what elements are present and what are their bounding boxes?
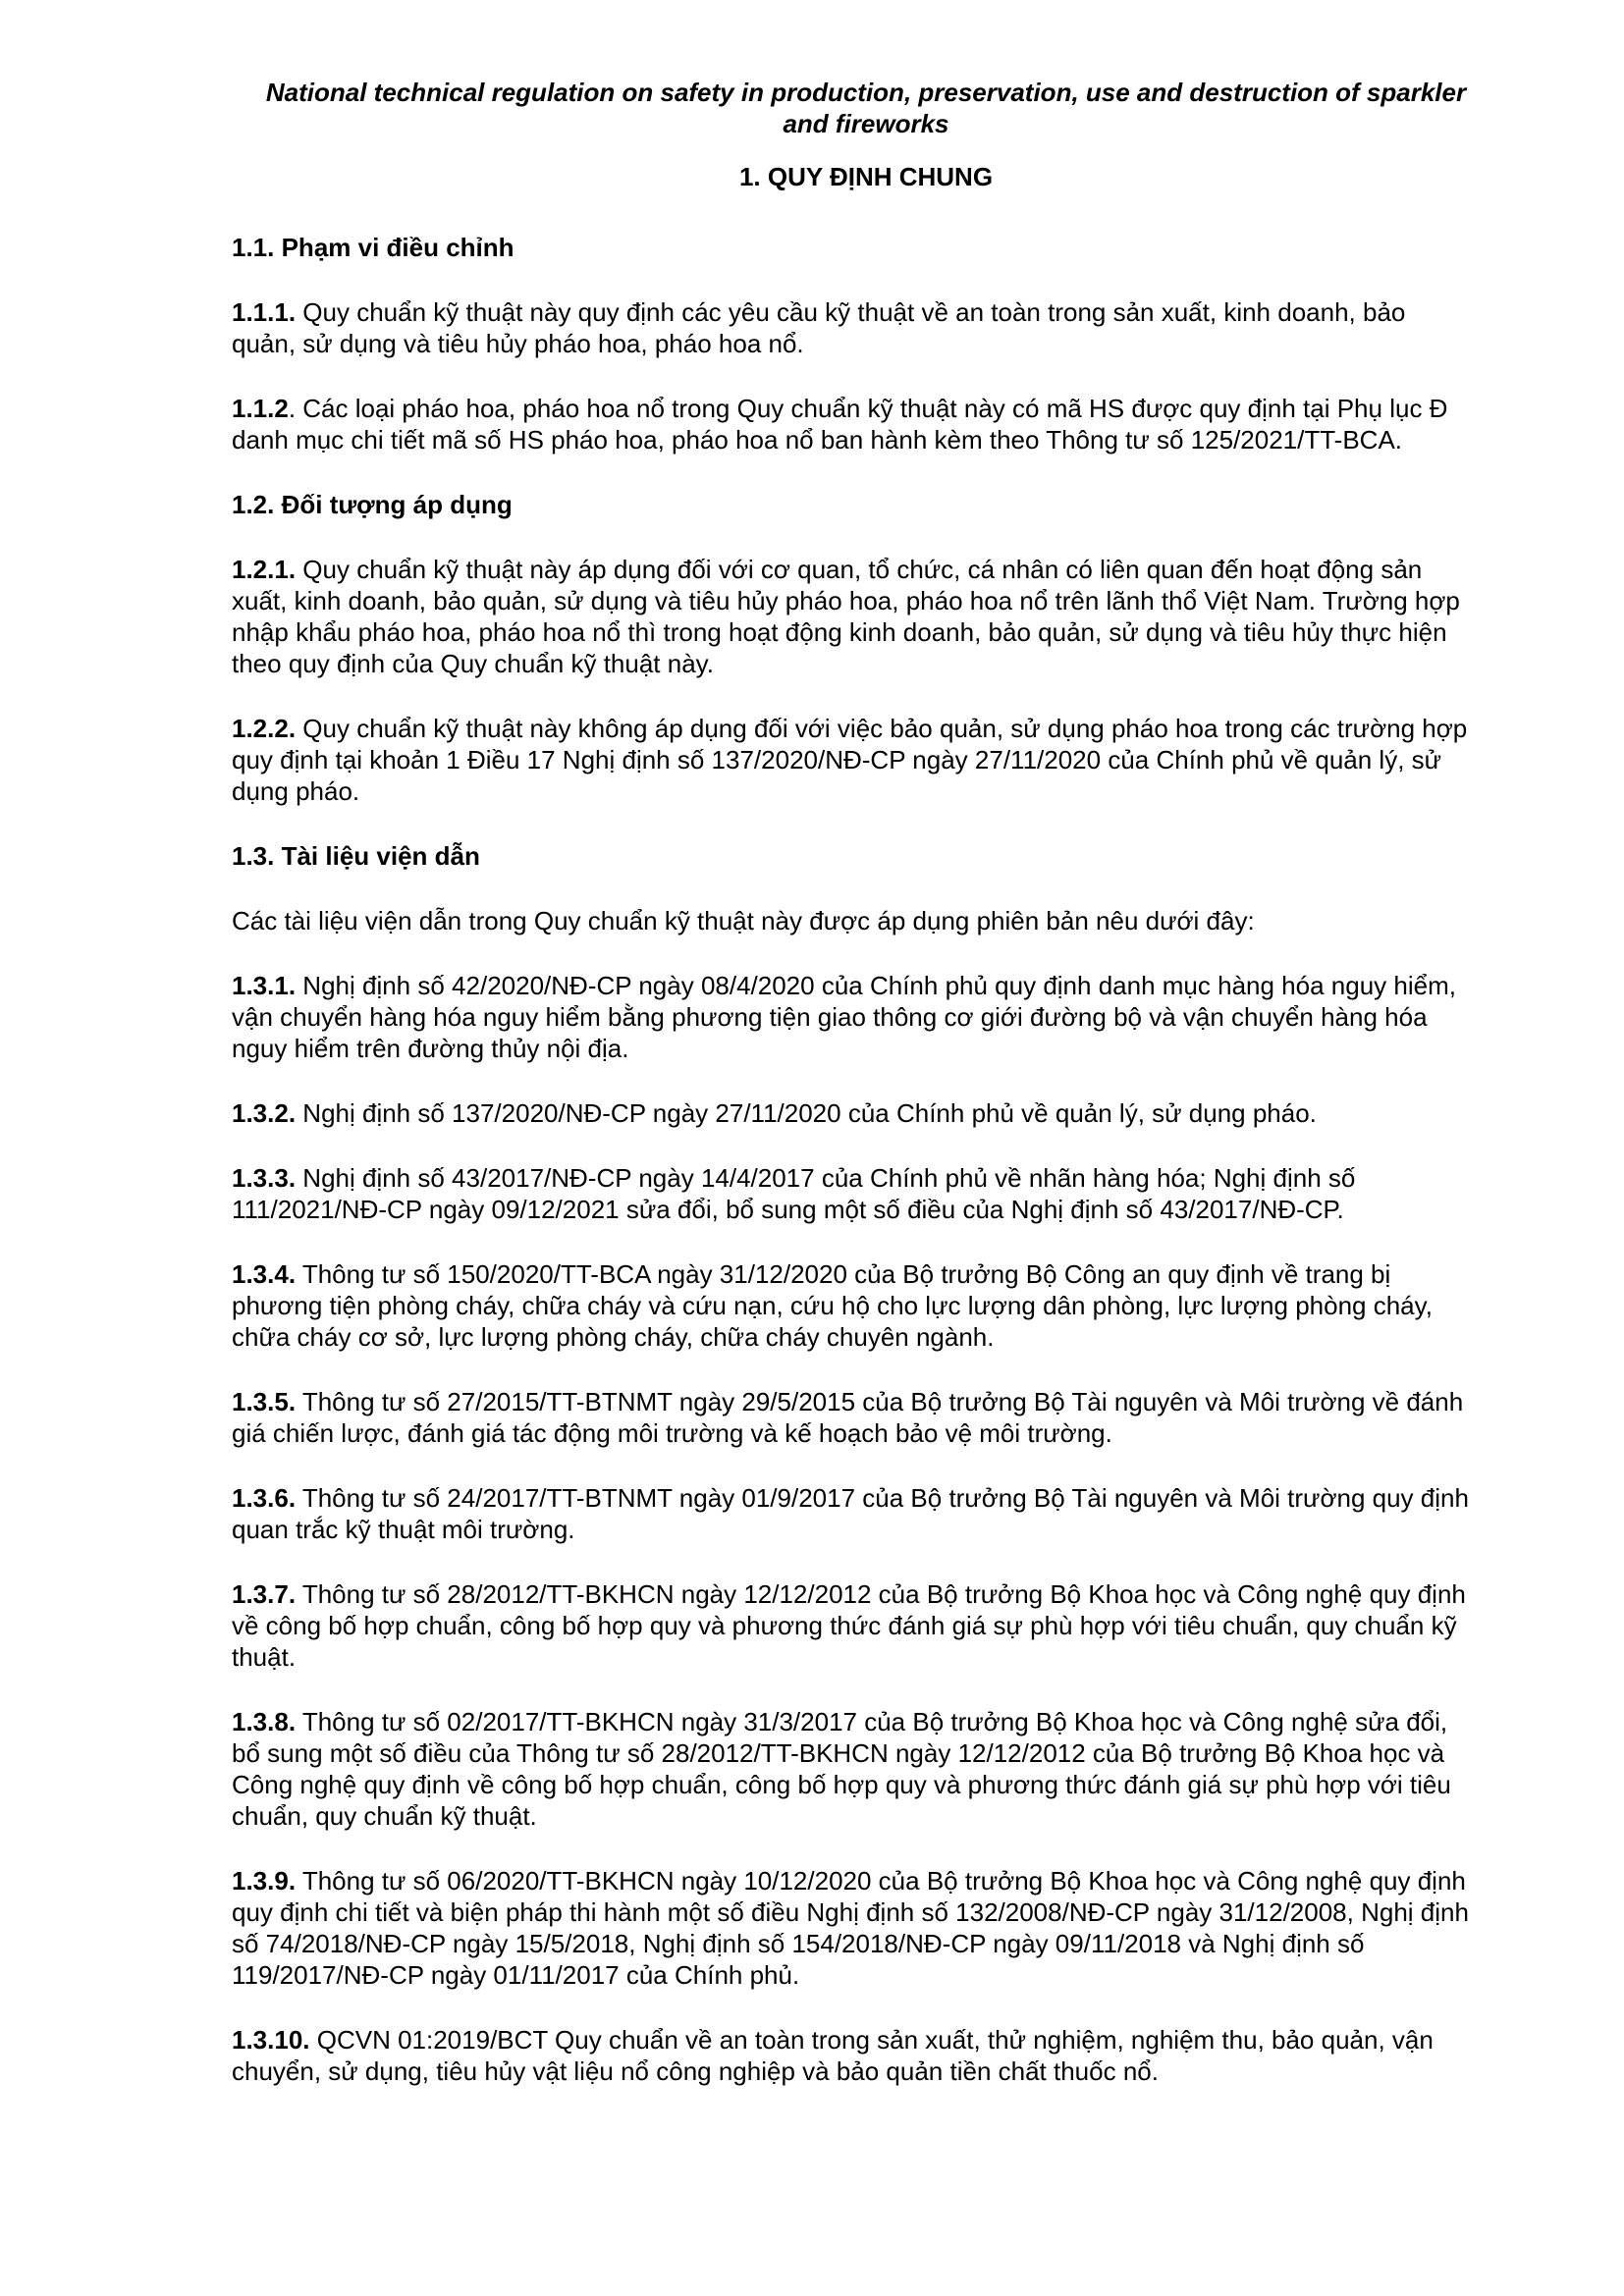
paragraph-1-2-1 <box>232 554 1471 679</box>
clause-number: 1.3.7. <box>232 1579 297 1609</box>
document-title: National technical regulation on safety in production, preservation, use and destruction of sparkler and fireworks <box>265 78 1467 138</box>
clause-text: Quy chuẩn kỹ thuật này quy định các yêu cầu kỹ thuật về an toàn trong sản xuất, kinh doanh, bảo quản, sử dụng và tiêu hủy pháo hoa, pháo hoa nổ. <box>232 297 1406 358</box>
clause-number: 1.3.5. <box>232 1387 297 1416</box>
paragraph-1-1-1 <box>232 296 1471 359</box>
paragraph-1-3-8 <box>232 1706 1471 1832</box>
clause-number: 1.3.1. <box>232 971 297 1000</box>
clause-text: Nghị định số 137/2020/NĐ-CP ngày 27/11/2020 của Chính phủ về quản lý, sử dụng pháo. <box>296 1098 1317 1128</box>
paragraph-1-3-10 <box>232 2024 1471 2087</box>
paragraph-1-3-4 <box>232 1258 1471 1353</box>
clause-number: 1.2.2. <box>232 714 297 743</box>
section-heading-1-2: 1.2. Đối tượng áp dụng <box>232 490 513 519</box>
section-heading-1-3: 1.3. Tài liệu viện dẫn <box>232 841 480 871</box>
clause-number: 1.3.10. <box>232 2025 310 2055</box>
paragraph-1-3-3 <box>232 1162 1471 1225</box>
paragraph-1-3-7 <box>232 1578 1471 1673</box>
clause-text: Thông tư số 28/2012/TT-BKHCN ngày 12/12/2012 của Bộ trưởng Bộ Khoa học và Công nghệ quy định về công bố hợp chuẩn, công bố hợp quy và phương thức đánh giá sự phù hợp với tiêu chuẩn, quy chuẩn kỹ thuật. <box>232 1579 1466 1672</box>
paragraph-1-3-2 <box>232 1097 1471 1129</box>
clause-text: QCVN 01:2019/BCT Quy chuẩn về an toàn trong sản xuất, thử nghiệm, nghiệm thu, bảo quản, vận chuyển, sử dụng, tiêu hủy vật liệu nổ công nghiệp và bảo quản tiền chất thuốc nổ. <box>232 2025 1434 2086</box>
clause-text: Thông tư số 24/2017/TT-BTNMT ngày 01/9/2017 của Bộ trưởng Bộ Tài nguyên và Môi trường quy định quan trắc kỹ thuật môi trường. <box>232 1483 1469 1544</box>
clause-number: 1.3.8. <box>232 1707 297 1736</box>
clause-text: Thông tư số 06/2020/TT-BKHCN ngày 10/12/2020 của Bộ trưởng Bộ Khoa học và Công nghệ quy định quy định chi tiết và biện pháp thi hành một số điều Nghị định số 132/2008/NĐ-CP ngày 31/12/2008, Nghị định số 74/2018/NĐ-CP ngày 15/5/2018, Nghị định số 154/2018/NĐ-CP ngày 09/11/2018 và Nghị định số 119/2017/NĐ-CP ngày 01/11/2017 của Chính phủ. <box>232 1866 1469 1990</box>
paragraph-1-2-2 <box>232 713 1471 807</box>
paragraph-1-3-6 <box>232 1482 1471 1545</box>
clause-text: Nghị định số 42/2020/NĐ-CP ngày 08/4/2020 của Chính phủ quy định danh mục hàng hóa nguy hiểm, vận chuyển hàng hóa nguy hiểm bằng phương tiện giao thông cơ giới đường bộ và vận chuyển hàng hóa nguy hiểm trên đường thủy nội địa. <box>232 971 1456 1063</box>
clause-text: . Các loại pháo hoa, pháo hoa nổ trong Quy chuẩn kỹ thuật này có mã HS được quy định tại Phụ lục Đ danh mục chi tiết mã số HS pháo hoa, pháo hoa nổ ban hành kèm theo Thông tư số 125/2021/TT-BCA. <box>232 394 1448 454</box>
section-heading-1-1: 1.1. Phạm vi điều chỉnh <box>232 233 514 262</box>
clause-text: Quy chuẩn kỹ thuật này không áp dụng đối với việc bảo quản, sử dụng pháo hoa trong các trường hợp quy định tại khoản 1 Điều 17 Nghị định số 137/2020/NĐ-CP ngày 27/11/2020 của Chính phủ về quản lý, sử dụng pháo. <box>232 714 1468 806</box>
clause-number: 1.3.6. <box>232 1483 297 1513</box>
clause-text: Thông tư số 02/2017/TT-BKHCN ngày 31/3/2017 của Bộ trưởng Bộ Khoa học và Công nghệ sửa đổi, bổ sung một số điều của Thông tư số 28/2012/TT-BKHCN ngày 12/12/2012 của Bộ trưởng Bộ Khoa học và Công nghệ quy định về công bố hợp chuẩn, công bố hợp quy và phương thức đánh giá sự phù hợp với tiêu chuẩn, quy chuẩn kỹ thuật. <box>232 1707 1451 1831</box>
clause-text: Quy chuẩn kỹ thuật này áp dụng đối với cơ quan, tổ chức, cá nhân có liên quan đến hoạt động sản xuất, kinh doanh, bảo quản, sử dụng và tiêu hủy pháo hoa, pháo hoa nổ trên lãnh thổ Việt Nam. Trường hợp nhập khẩu pháo hoa, pháo hoa nổ thì trong hoạt động kinh doanh, bảo quản, sử dụng và tiêu hủy thực hiện theo quy định của Quy chuẩn kỹ thuật này. <box>232 555 1460 678</box>
clause-number: 1.1.2 <box>232 394 289 423</box>
clause-text: Thông tư số 27/2015/TT-BTNMT ngày 29/5/2015 của Bộ trưởng Bộ Tài nguyên và Môi trường về đánh giá chiến lược, đánh giá tác động môi trường và kế hoạch bảo vệ môi trường. <box>232 1387 1464 1448</box>
paragraph-1-3-9 <box>232 1865 1471 1991</box>
clause-number: 1.3.9. <box>232 1866 297 1896</box>
clause-text: Thông tư số 150/2020/TT-BCA ngày 31/12/2020 của Bộ trưởng Bộ Công an quy định về trang bị phương tiện phòng cháy, chữa cháy và cứu nạn, cứu hộ cho lực lượng dân phòng, lực lượng phòng cháy, chữa cháy cơ sở, lực lượng phòng cháy, chữa cháy chuyên ngành. <box>232 1259 1433 1352</box>
clause-number: 1.1.1. <box>232 297 297 327</box>
clause-number: 1.3.4. <box>232 1259 297 1289</box>
paragraph-1-3-1 <box>232 970 1471 1064</box>
paragraph-1-1-2 <box>232 393 1471 455</box>
clause-number: 1.3.2. <box>232 1098 297 1128</box>
clause-number: 1.3.3. <box>232 1163 297 1193</box>
clause-text: Nghị định số 43/2017/NĐ-CP ngày 14/4/2017 của Chính phủ về nhãn hàng hóa; Nghị định số 111/2021/NĐ-CP ngày 09/12/2021 sửa đổi, bổ sung một số điều của Nghị định số 43/2017/NĐ-CP. <box>232 1163 1356 1224</box>
chapter-heading: 1. QUY ĐỊNH CHUNG <box>738 162 994 191</box>
paragraph-1-3-5 <box>232 1386 1471 1449</box>
clause-number: 1.2.1. <box>232 555 297 584</box>
paragraph-1-3-intro: Các tài liệu viện dẫn trong Quy chuẩn kỹ thuật này được áp dụng phiên bản nêu dưới đây: <box>232 906 1255 935</box>
